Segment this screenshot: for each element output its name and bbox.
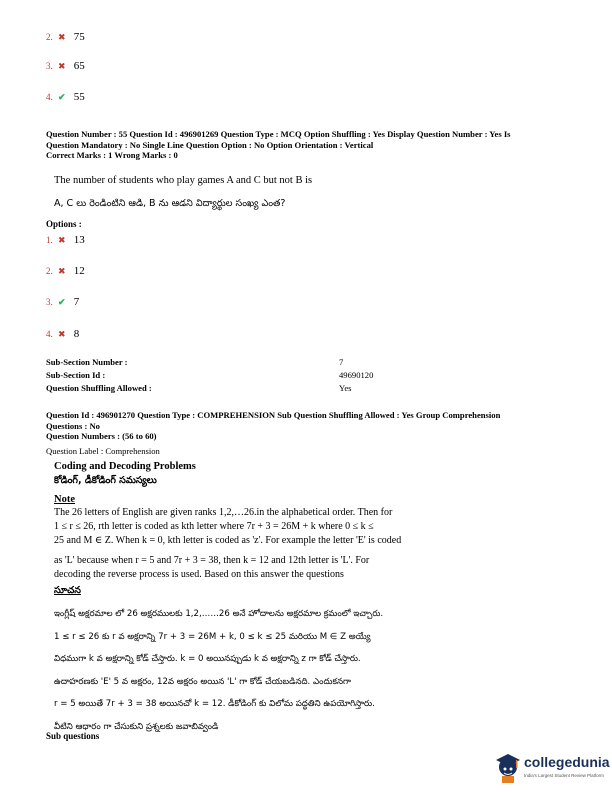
cross-icon: ✖: [57, 329, 66, 339]
option-number: 2.: [46, 266, 53, 276]
option-number: 4.: [46, 92, 53, 102]
q55-option-1: [46, 234, 85, 246]
option-value: 55: [73, 91, 85, 103]
subsection-id-value: 49690120: [339, 370, 374, 380]
option-number: 4.: [46, 329, 53, 339]
sub-questions-label: Sub questions: [46, 731, 100, 741]
comprehension-meta: [46, 410, 586, 442]
options-label: Options :: [46, 219, 82, 229]
q55-option-4: [46, 328, 79, 340]
option-value: 12: [73, 265, 85, 277]
cross-icon: ✖: [57, 32, 66, 42]
subsection-number-value: 7: [339, 357, 344, 367]
cross-icon: ✖: [57, 266, 66, 276]
subsection-number-label: Sub-Section Number :: [46, 357, 128, 367]
q55-option-2: [46, 265, 85, 277]
telugu-passage: [54, 603, 599, 738]
note-heading: Note: [54, 494, 75, 505]
logo-tagline: India's Largest Student Review Platform: [524, 773, 604, 778]
collegedunia-logo: [494, 752, 610, 786]
option-number: 1.: [46, 235, 53, 245]
shuffle-value: Yes: [339, 383, 352, 393]
meta-line-1: Question Id : 496901270 Question Type : COMPREHENSION Sub Question Shuffling Allowed : Yes Group Comprehension: [46, 410, 501, 420]
check-icon: ✔: [57, 297, 66, 307]
marks-line: Correct Marks : 1 Wrong Marks : 0: [46, 150, 178, 160]
option-number: 2.: [46, 32, 53, 42]
prev-option-4: [46, 91, 85, 103]
question-text-te: A, C లు రెండింటిని ఆడి, B ను ఆడని విద్యార్థుల సంఖ్య ఎంత?: [54, 198, 286, 209]
note-line: 25 and M ∈ Z. When k = 0, kth letter is coded as 'z'. For example the letter 'E' is coded: [54, 535, 402, 546]
shuffle-label: Question Shuffling Allowed :: [46, 383, 152, 393]
question-meta: [46, 129, 586, 161]
note-line: The 26 letters of English are given ranks 1,2,…26.in the alphabetical order. Then for: [54, 507, 393, 518]
prev-option-2: [46, 31, 85, 43]
comprehension-title-en: Coding and Decoding Problems: [54, 461, 196, 472]
meta-line-2: Questions : No: [46, 420, 100, 431]
comprehension-title-te: కోడింగ్, డీకోడింగ్ సమస్యలు: [54, 475, 157, 486]
question-text-en: The number of students who play games A and C but not B is: [54, 175, 313, 186]
subsection-id-label: Sub-Section Id :: [46, 370, 106, 380]
telugu-line: ఇంగ్లీష్ అక్షరమాల లో 26 అక్షరములకు 1,2,……26 అనే హోదాలను అక్షరమాల క్రమంలో ఇచ్చారు.: [54, 609, 384, 619]
logo-name: collegedunia: [524, 754, 610, 770]
graduate-icon: [494, 752, 522, 784]
option-value: 7: [73, 296, 80, 308]
telugu-line: విధముగా k వ అక్షరాన్ని కోడ్ చేస్తారు. k = 0 అయినప్పుడు k వ అక్షరాన్ని z గా కోడ్ చేస్తారు.: [54, 654, 361, 664]
telugu-line: 1 ≤ r ≤ 26 కు r వ అక్షరాన్ని 7r + 3 = 26M + k, 0 ≤ k ≤ 25 మరియు M ∈ Z అయ్యే: [54, 631, 371, 642]
note-line: as 'L' because when r = 5 and 7r + 3 = 38, then k = 12 and 12th letter is 'L'. For: [54, 555, 370, 566]
question-numbers: Question Numbers : (56 to 60): [46, 431, 157, 441]
note-line: 1 ≤ r ≤ 26, rth letter is coded as kth letter where 7r + 3 = 26M + k where 0 ≤ k ≤: [54, 521, 374, 532]
telugu-line: వీటిని ఆధారం గా చేసుకుని ప్రశ్నలకు జవాబివ్వండి: [54, 721, 219, 732]
option-number: 3.: [46, 297, 53, 307]
note-passage: [54, 506, 594, 582]
meta-line-2: Question Mandatory : No Single Line Question Option : No Option Orientation : Vertical: [46, 139, 374, 150]
telugu-line: ఉదాహరణకు 'E' 5 వ అక్షరం, 12వ అక్షరం అయిన 'L' గా కోడ్ చేయబడినది. ఎందుకనగా: [54, 676, 351, 687]
cross-icon: ✖: [57, 235, 66, 245]
telugu-heading: సూచన: [54, 585, 81, 596]
telugu-line: r = 5 అయితే 7r + 3 = 38 అయినచో k = 12. డీకోడింగ్ కు విలోమ పద్ధతిని ఉపయోగిస్తారు.: [54, 699, 375, 709]
option-number: 3.: [46, 61, 53, 71]
meta-line-1: Question Number : 55 Question Id : 496901269 Question Type : MCQ Option Shuffling : Yes Display Question Number : Yes Is: [46, 129, 511, 139]
cross-icon: ✖: [57, 61, 66, 71]
q55-option-3: [46, 296, 79, 308]
prev-option-3: [46, 60, 85, 72]
note-line: decoding the reverse process is used. Based on this answer the questions: [54, 569, 344, 580]
option-value: 8: [73, 328, 80, 340]
option-value: 13: [73, 234, 85, 246]
option-value: 65: [73, 60, 85, 72]
check-icon: ✔: [57, 92, 66, 102]
question-label: Question Label : Comprehension: [46, 446, 160, 456]
option-value: 75: [73, 31, 85, 43]
